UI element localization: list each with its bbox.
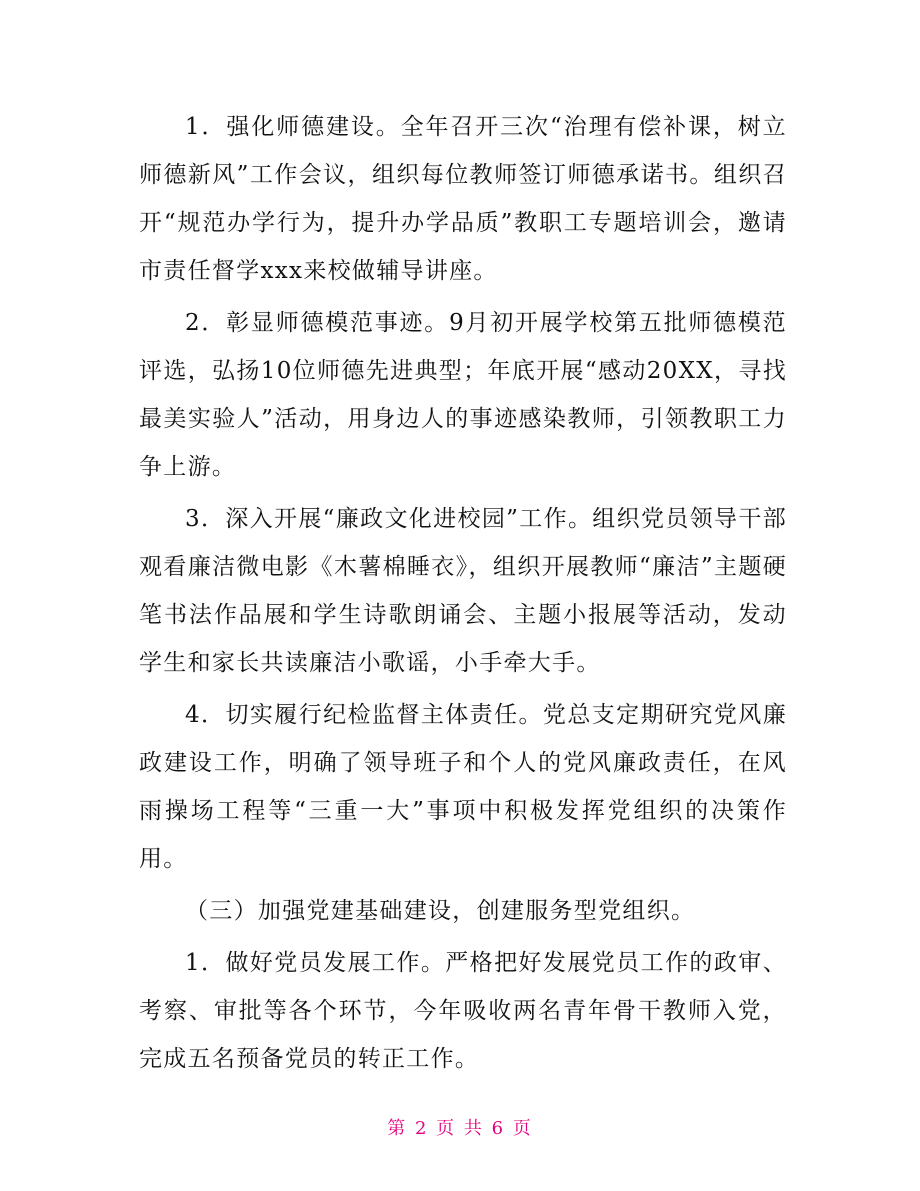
paragraph-discipline-supervision: 4．切实履行纪检监督主体责任。党总支定期研究党风廉政建设工作，明确了领导班子和个人的党风廉政责任，在风雨操场工程等“三重一大”事项中积极发挥党组织的决策作用。 (139, 702, 787, 872)
paragraph-integrity-culture: 3．深入开展“廉政文化进校园”工作。组织党员领导干部观看廉洁微电影《木薯棉睡衣》，组织开展教师“廉洁”主题硬笔书法作品展和学生诗歌朗诵会、主题小报展等活动，发动学生和家长共读廉洁小歌谣，小手牵大手。 (139, 506, 787, 676)
paragraph-member-development: 1．做好党员发展工作。严格把好发展党员工作的政审、考察、审批等各个环节，今年吸收两名青年骨干教师入党，完成五名预备党员的转正工作。 (139, 950, 787, 1072)
document-body (139, 103, 787, 1087)
section-heading-party-building: （三）加强党建基础建设，创建服务型党组织。 (185, 898, 696, 924)
paragraph-ethics-models: 2．彰显师德模范事迹。9月初开展学校第五批师德模范评选，弘扬10位师德先进典型；年底开展“感动20XX，寻找最美实验人”活动，用身边人的事迹感染教师，引领教职工力争上游。 (139, 310, 787, 480)
page-number-footer: 第 2 页 共 6 页 (387, 1118, 533, 1139)
paragraph-teacher-ethics: 1．强化师德建设。全年召开三次“治理有偿补课，树立师德新风”工作会议，组织每位教师签订师德承诺书。组织召开“规范办学行为，提升办学品质”教职工专题培训会，邀请市责任督学xxx来校做辅导讲座。 (139, 114, 787, 284)
